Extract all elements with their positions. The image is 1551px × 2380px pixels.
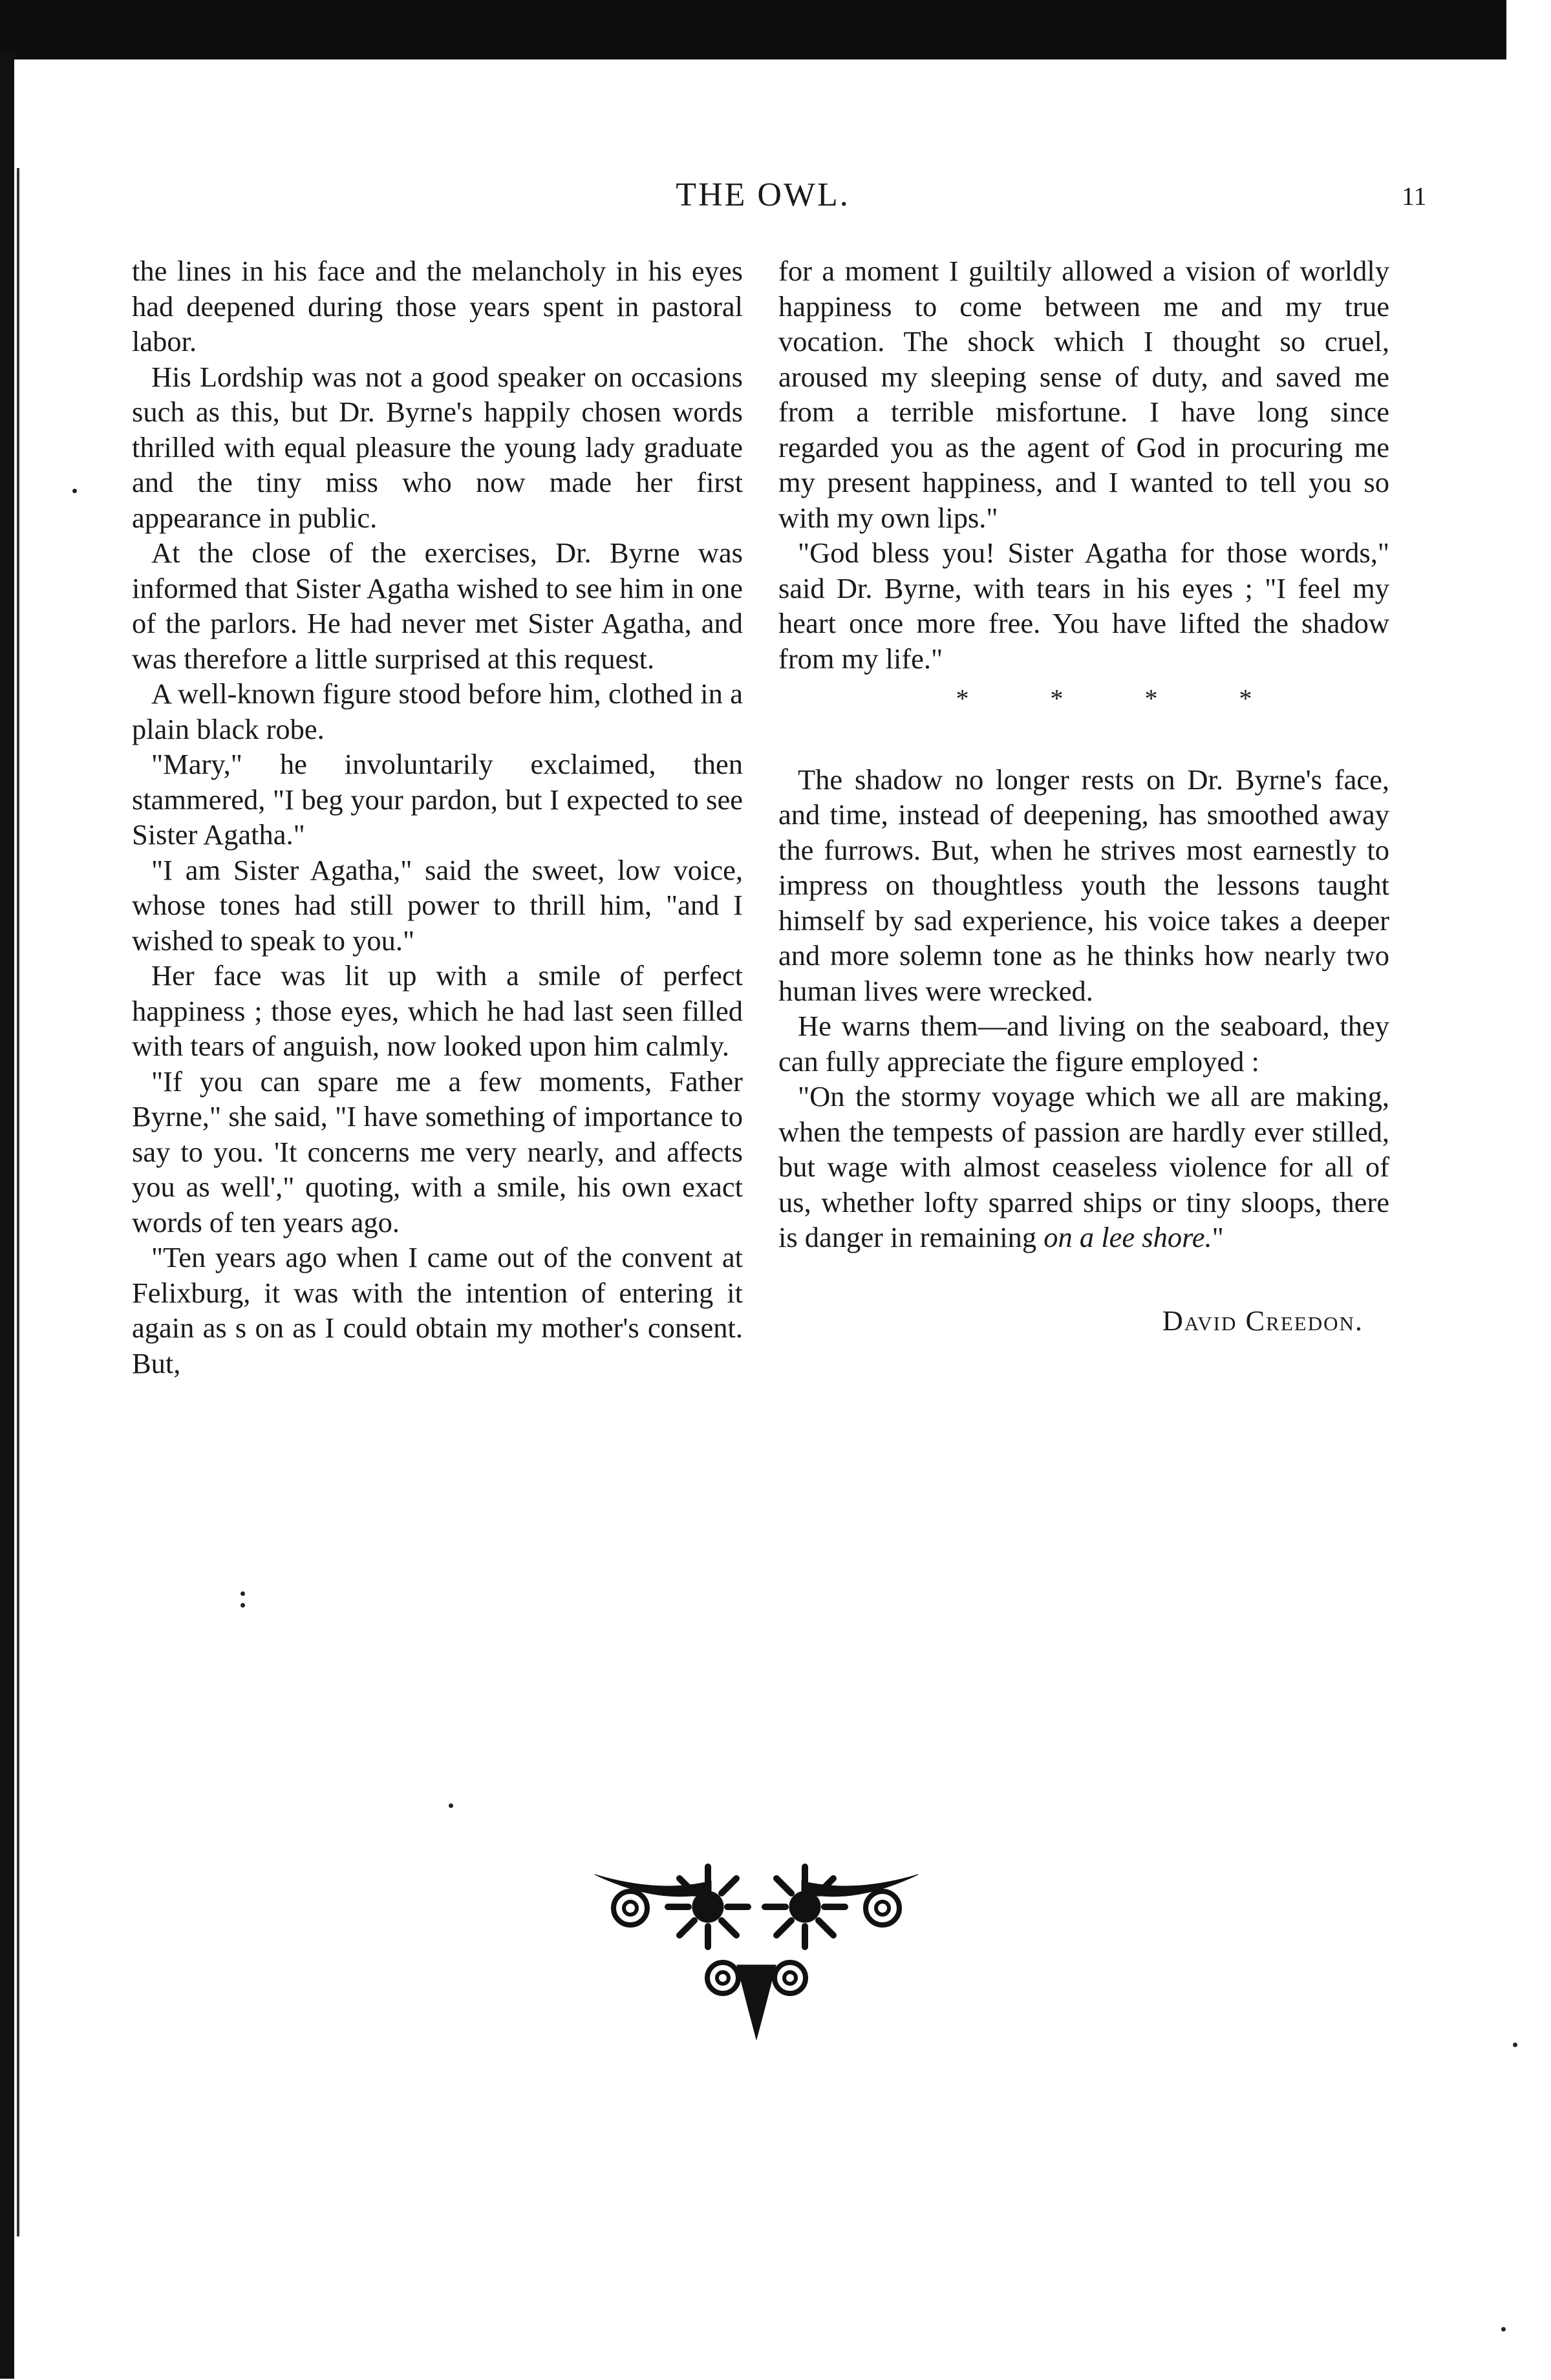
section-break: * * * * [956,684,1290,713]
paragraph: "Mary," he involuntarily exclaimed, then stammered, "I beg your pardon, but I expected to see Sister Agatha." [132,748,743,851]
paragraph: The shadow no longer rests on Dr. Byrne's face, and time, instead of deepening, has smoothed away the furrows. But, when he strives most earnestly to impress on thoughtless youth the lessons taught himself by sad experience, his voice takes a deeper and more solemn tone as he thinks how nearly two human lives were wrecked. [778,763,1389,1007]
paragraph: the lines in his face and the melancholy in his eyes had deepened during those years spent in pastoral labor. [132,255,743,357]
right-column [778,253,1389,1338]
ink-speck [72,489,77,493]
ink-speck [449,1803,453,1808]
quote-close: " [1212,1221,1224,1253]
paragraph [778,1079,1389,1255]
ink-speck [1501,2327,1506,2332]
paragraph: "If you can spare me a few moments, Father Byrne," she said, "I have something of importance to say to you. 'It concerns me very nearly, and affects you as well'," quoting, with a smile, his own exact words of ten years ago. [132,1065,743,1238]
ink-speck [241,1591,245,1596]
left-edge-bar [0,52,14,2379]
quote-text: "On the stormy voyage which we all are making, when the tempests of passion are hardly ever stilled, but wage with almost ceaseless violence for all of us, whether lofty sparred ships or tiny sloops, there is danger in remaining [778,1080,1389,1253]
ink-speck [241,1603,245,1608]
paragraph: for a moment I guiltily allowed a vision of worldly happiness to come between me and my true vocation. The shock which I thought so cruel, aroused my sleeping sense of duty, and saved me from a terrible misfortune. I have long since regarded you as the agent of God in procuring me my present happiness, and I wanted to tell you so with my own lips." [778,255,1389,534]
author-signature: David Creedon. [1162,1304,1364,1337]
page-header-title: THE OWL. [676,176,850,213]
left-edge-line [17,168,19,2237]
paragraph: At the close of the exercises, Dr. Byrne was informed that Sister Agatha wished to see him in one of the parlors. He had never met Sister Agatha, and was therefore a little surprised at this request. [132,537,743,675]
paragraph: Her face was lit up with a smile of perfect happiness ; those eyes, which he had last seen filled with tears of anguish, now looked upon him calmly. [132,959,743,1062]
paragraph: "God bless you! Sister Agatha for those words," said Dr. Byrne, with tears in his eyes ; "I feel my heart once more free. You have lifted the shadow from my life." [778,537,1389,675]
floral-ornament-icon [582,1855,931,2049]
paragraph: His Lordship was not a good speaker on occasions such as this, but Dr. Byrne's happily chosen words thrilled with equal pleasure the young lady graduate and the tiny miss who now made her first appearance in public. [132,360,743,534]
page-number: 11 [1402,182,1427,211]
ink-speck [1513,2043,1517,2047]
paragraph: A well-known figure stood before him, clothed in a plain black robe. [132,677,743,745]
top-edge-bar [0,0,1506,59]
paragraph: "I am Sister Agatha," said the sweet, low voice, whose tones had still power to thrill him, "and I wished to speak to you." [132,853,743,957]
quote-italic: on a lee shore. [1043,1221,1212,1253]
left-column [132,253,743,1381]
paragraph: He warns them—and living on the seaboard, they can fully appreciate the figure employed : [778,1010,1389,1078]
paragraph: "Ten years ago when I came out of the convent at Felixburg, it was with the intention of entering it again as s on as I could obtain my mother's consent. But, [132,1241,743,1379]
